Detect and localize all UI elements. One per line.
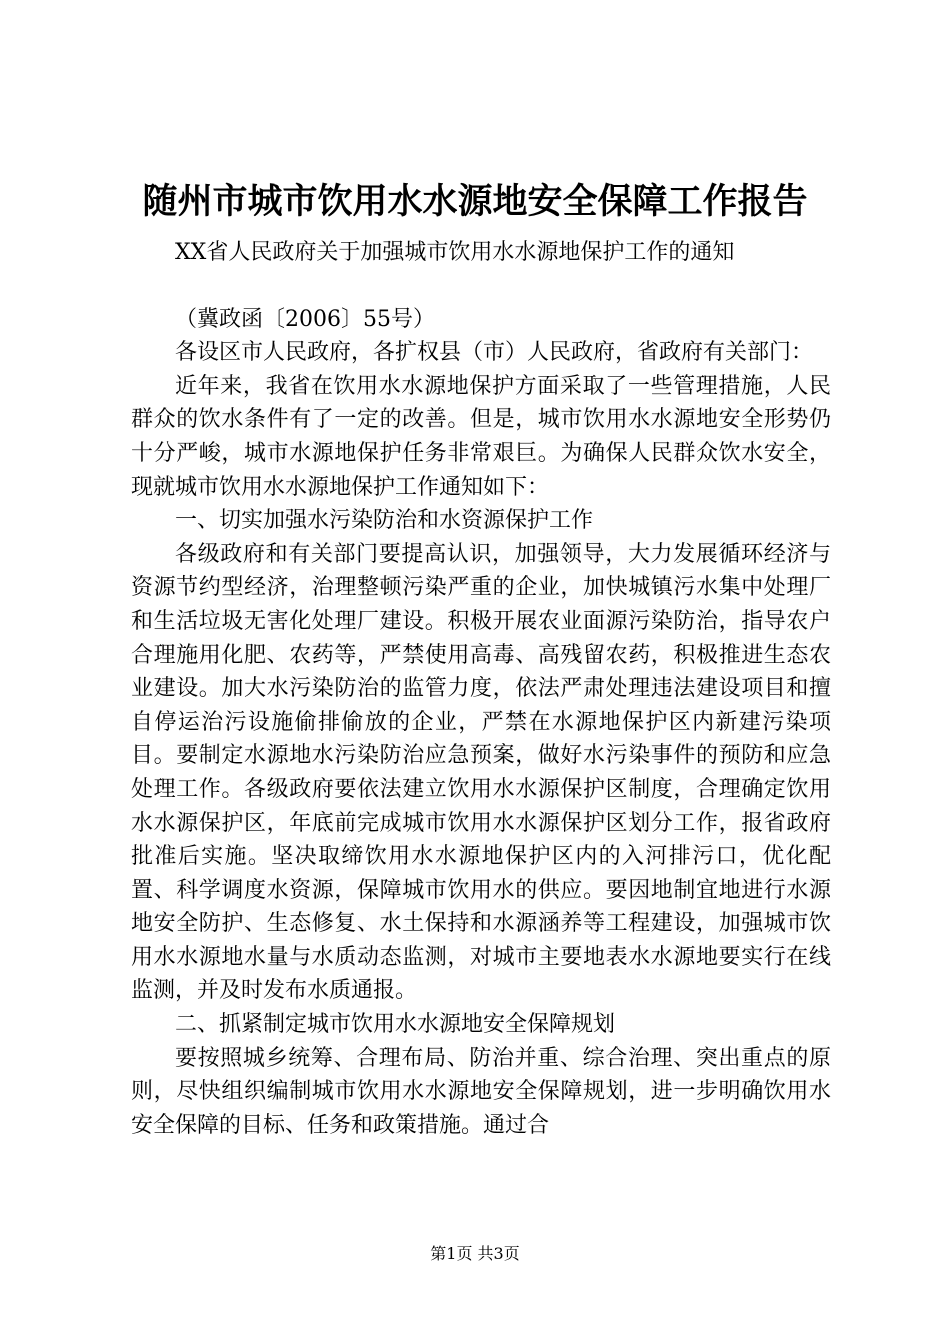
section-heading-1: 一、切实加强水污染防治和水资源保护工作: [175, 508, 594, 534]
addressee-paragraph: 各设区市人民政府，各扩权县（市）人民政府，省政府有关部门：: [175, 340, 814, 366]
page-footer: 第1页 共3页: [430, 1244, 520, 1263]
document-title: 随州市城市饮用水水源地安全保障工作报告: [142, 182, 808, 222]
document-number: （冀政函〔2006〕55号）: [175, 306, 435, 332]
section-1-paragraph: 各级政府和有关部门要提高认识，加强领导，大力发展循环经济与资源节约型经济，治理整顿污染严重的企业，加快城镇污水集中处理厂和生活垃圾无害化处理厂建设。积极开展农业面源污染防治，指导农户合理施用化肥、农药等，严禁使用高毒、高残留农药，积极推进生态农业建设。加大水污染防治的监管力度，依法严肃处理违法建设项目和擅自停运治污设施偷排偷放的企业，严禁在水源地保护区内新建污染项目。要制定水源地水污染防治应急预案，做好水污染事件的预防和应急处理工作。各级政府要依法建立饮用水水源保护区制度，合理确定饮用水水源保护区，年底前完成城市饮用水水源保护区划分工作，报省政府批准后实施。坚决取缔饮用水水源地保护区内的入河排污口，优化配置、科学调度水资源，保障城市饮用水的供应。要因地制宜地进行水源地安全防护、生态修复、水土保持和水源涵养等工程建设，加强城市饮用水水源地水量与水质动态监测，对城市主要地表水水源地要实行在线监测，并及时发布水质通报。: [131, 541, 831, 1004]
section-2-paragraph: 要按照城乡统筹、合理布局、防治并重、综合治理、突出重点的原则，尽快组织编制城市饮用水水源地安全保障规划，进一步明确饮用水安全保障的目标、任务和政策措施。通过合: [131, 1045, 831, 1138]
intro-paragraph: 近年来，我省在饮用水水源地保护方面采取了一些管理措施，人民群众的饮水条件有了一定的改善。但是，城市饮用水水源地安全形势仍十分严峻，城市水源地保护任务非常艰巨。为确保人民群众饮水安全，现就城市饮用水水源地保护工作通知如下：: [131, 373, 831, 500]
section-heading-2: 二、抓紧制定城市饮用水水源地安全保障规划: [175, 1012, 616, 1038]
notice-heading: XX省人民政府关于加强城市饮用水水源地保护工作的通知: [175, 240, 735, 265]
document-body: [131, 236, 831, 1142]
